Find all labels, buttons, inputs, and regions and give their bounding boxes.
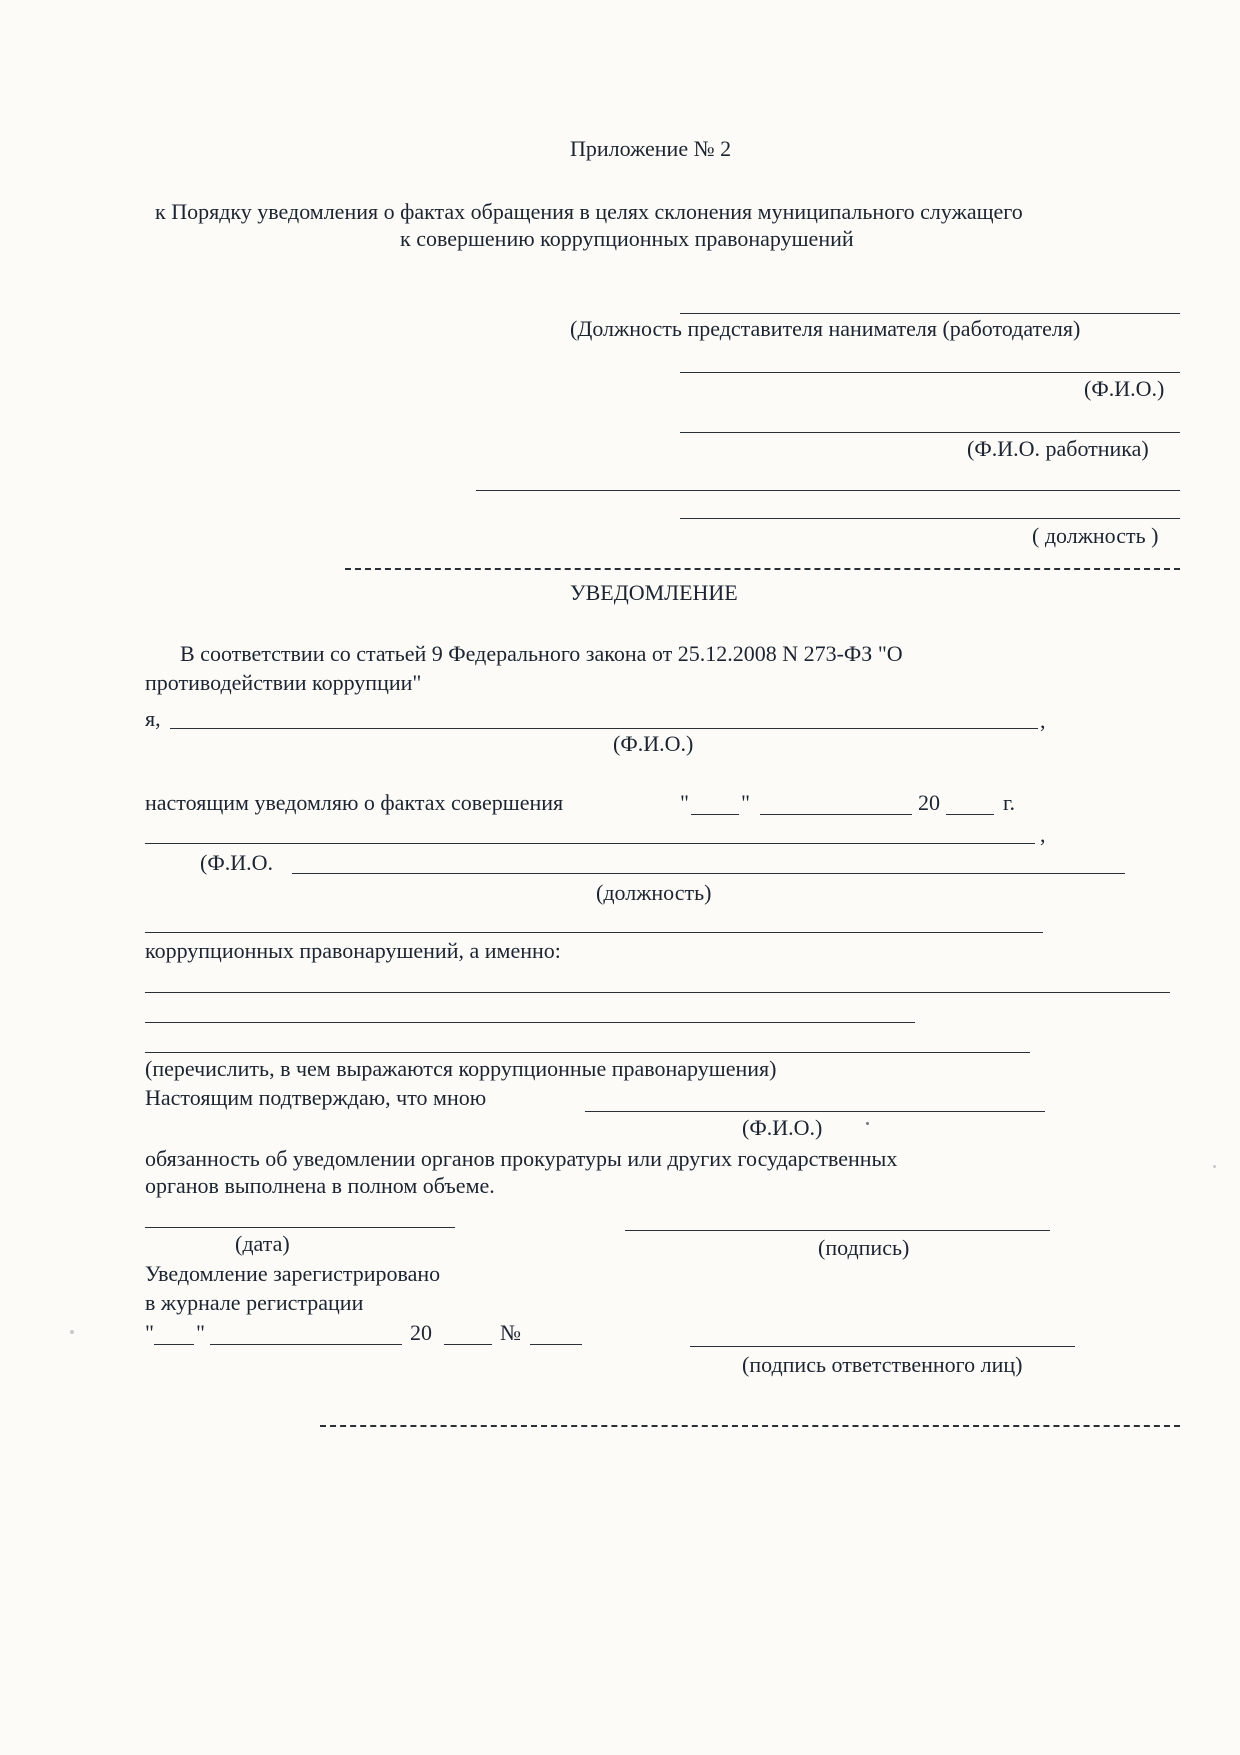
date-signature-line[interactable] (145, 1227, 455, 1228)
month-line[interactable] (760, 814, 912, 815)
intro-line-2: противодействии коррупции" (145, 670, 422, 695)
employer-position-caption: (Должность представителя нанимателя (работодателя) (570, 316, 1081, 341)
reg-quote-open: " (145, 1320, 154, 1345)
year-line[interactable] (946, 814, 994, 815)
date-caption: (дата) (235, 1231, 290, 1256)
offender-fio-prefix: (Ф.И.О. (200, 850, 273, 875)
responsible-caption: (подпись ответственного лиц) (742, 1352, 1023, 1377)
reporter-fio-line[interactable] (170, 728, 1038, 729)
offences-list-caption: (перечислить, в чем выражаются коррупционные правонарушения) (145, 1056, 777, 1081)
employer-position-line[interactable] (680, 313, 1180, 314)
separator-bottom (320, 1425, 1180, 1427)
employee-extra-line[interactable] (476, 490, 1180, 491)
notice-title: УВЕДОМЛЕНИЕ (570, 580, 738, 605)
reg-quote-close: " (196, 1320, 205, 1345)
reg-number-line[interactable] (530, 1344, 582, 1345)
offences-line-1[interactable] (145, 992, 1170, 993)
reg-year-prefix: 20 (410, 1320, 432, 1345)
offences-text: коррупционных правонарушений, а именно: (145, 938, 561, 963)
offender-line[interactable] (145, 843, 1035, 844)
comma: , (1040, 708, 1046, 733)
date-quote-open: " (680, 790, 689, 815)
responsible-signature-line[interactable] (690, 1346, 1075, 1347)
duty-line-2: органов выполнена в полном объеме. (145, 1173, 495, 1198)
employee-fio-line[interactable] (680, 432, 1180, 433)
employee-fio-caption: (Ф.И.О. работника) (967, 436, 1149, 461)
appendix-title: Приложение № 2 (570, 136, 732, 161)
employer-fio-caption: (Ф.И.О.) (1084, 376, 1165, 401)
confirm-text: Настоящим подтверждаю, что мною (145, 1085, 487, 1110)
comma: , (1040, 822, 1046, 847)
offender-position-line[interactable] (145, 932, 1043, 933)
year-suffix: г. (1003, 790, 1016, 815)
scan-speck (866, 1122, 869, 1125)
offender-fio-line[interactable] (292, 873, 1125, 874)
reg-number-sign: № (500, 1320, 521, 1345)
subtitle-line-2: к совершению коррупционных правонарушений (400, 226, 854, 251)
reg-month-line[interactable] (210, 1344, 402, 1345)
year-prefix: 20 (918, 790, 940, 815)
signature-caption: (подпись) (818, 1235, 910, 1260)
confirm-fio-line[interactable] (585, 1111, 1045, 1112)
confirm-fio-caption: (Ф.И.О.) (742, 1115, 823, 1140)
subtitle-line-1: к Порядку уведомления о фактах обращения в целях склонения муниципального служащего (155, 199, 1023, 224)
separator-top (345, 568, 1180, 570)
employer-fio-line[interactable] (680, 372, 1180, 373)
registration-line-1: Уведомление зарегистрировано (145, 1261, 441, 1286)
date-quote-close: " (741, 790, 750, 815)
scan-speck (70, 1330, 74, 1334)
notify-text: настоящим уведомляю о фактах совершения (145, 790, 564, 815)
duty-line-1: обязанность об уведомлении органов прокуратуры или других государственных (145, 1146, 898, 1171)
ya-label: я, (145, 706, 161, 731)
offender-position-caption: (должность) (596, 880, 712, 905)
signature-line[interactable] (625, 1230, 1050, 1231)
scan-speck (1213, 1165, 1216, 1168)
day-line[interactable] (691, 814, 739, 815)
registration-line-2: в журнале регистрации (145, 1290, 364, 1315)
offences-line-3[interactable] (145, 1052, 1030, 1053)
employee-position-line[interactable] (680, 518, 1180, 519)
offences-line-2[interactable] (145, 1022, 915, 1023)
reg-year-line[interactable] (444, 1344, 492, 1345)
employee-position-caption: ( должность ) (1032, 523, 1159, 548)
reg-day-line[interactable] (154, 1344, 194, 1345)
reporter-fio-caption: (Ф.И.О.) (613, 731, 694, 756)
intro-line-1: В соответствии со статьей 9 Федерального закона от 25.12.2008 N 273-ФЗ "О (180, 641, 903, 666)
